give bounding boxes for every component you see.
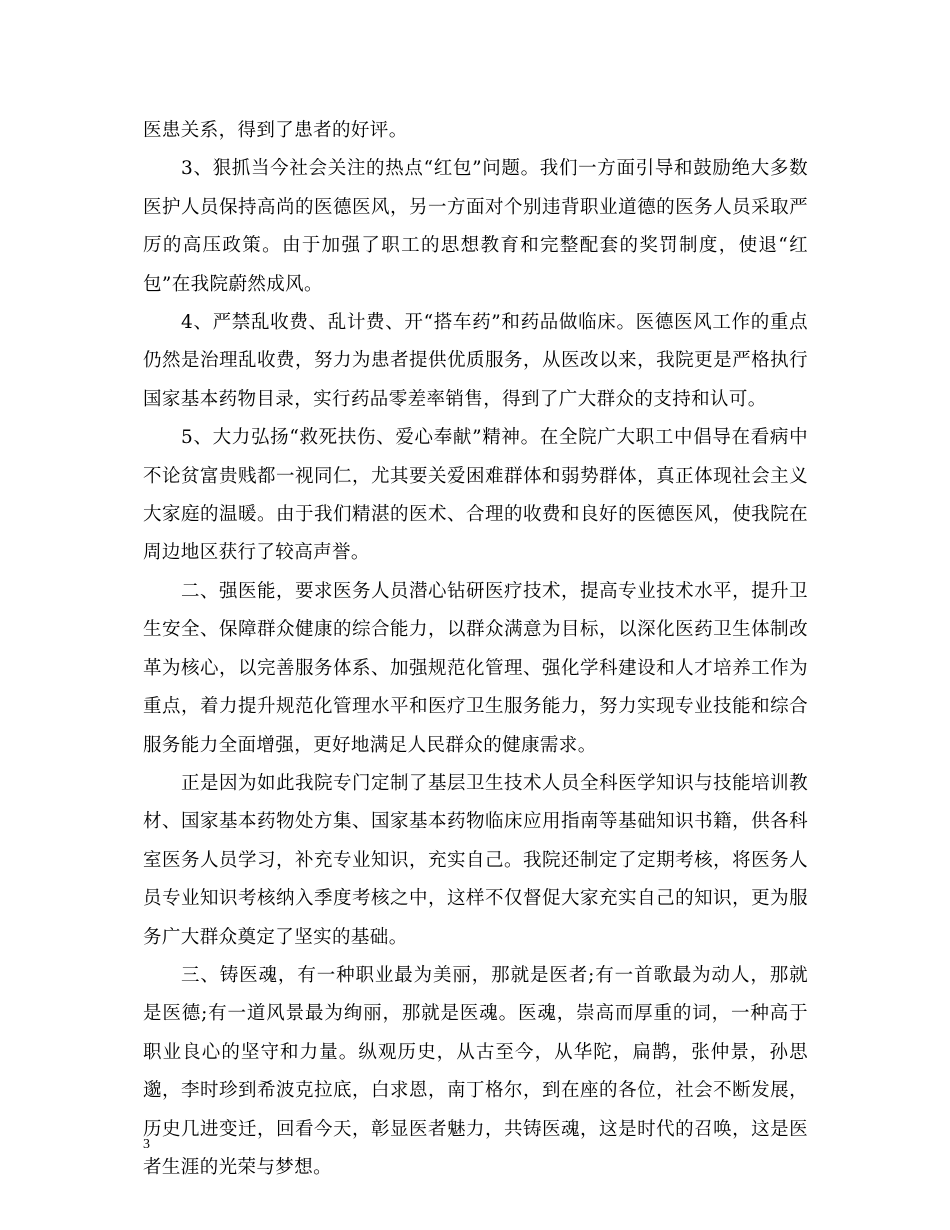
page-number: 3 [143,1137,150,1152]
paragraph-red-envelope: 3、狠抓当今社会关注的热点“红包”问题。我们一方面引导和鼓励绝大多数医护人员保持高尚的医德医风，另一方面对个别违背职业道德的医务人员采取严厉的高压政策。由于加强了职工的思想教育和完整配套的奖罚制度，使退“红包”在我院蔚然成风。 [143,158,808,295]
paragraph-medical-soul: 三、铸医魂，有一种职业最为美丽，那就是医者;有一首歌最为动人，那就是医德;有一道风景最为绚丽，那就是医魂。医魂，崇高而厚重的词，一种高于职业良心的坚守和力量。纵观历史，从古至今，从华陀，扁鹊，张仲景，孙思邈，李时珍到希波克拉底，白求恩，南丁格尔，到在座的各位，社会不断发展，历史几进变迁，回看今天，彰显医者魅力，共铸医魂，这是时代的召唤，这是医者生涯的光荣与梦想。 [143,964,808,1178]
paragraph-training: 正是因为如此我院专门定制了基层卫生技术人员全科医学知识与技能培训教材、国家基本药物处方集、国家基本药物临床应用指南等基础知识书籍，供各科室医务人员学习，补充专业知识，充实自己。我院还制定了定期考核，将医务人员专业知识考核纳入季度考核之中，这样不仅督促大家充实自己的知识，更为服务广大群众奠定了坚实的基础。 [143,772,808,948]
paragraph-medical-skill: 二、强医能，要求医务人员潜心钻研医疗技术，提高专业技术水平，提升卫生安全、保障群众健康的综合能力，以群众满意为目标，以深化医药卫生体制改革为核心，以完善服务体系、加强规范化管理、强化学科建设和人才培养工作为重点，着力提升规范化管理水平和医疗卫生服务能力，努力实现专业技能和综合服务能力全面增强，更好地满足人民群众的健康需求。 [143,580,808,756]
paragraph-spirit: 5、大力弘扬“救死扶伤、爱心奉献”精神。在全院广大职工中倡导在看病中不论贫富贵贱都一视同仁，尤其要关爱困难群体和弱势群体，真正体现社会主义大家庭的温暖。由于我们精湛的医术、合理的收费和良好的医德医风，使我院在周边地区获行了较高声誉。 [143,427,808,564]
paragraph-continuation: 医患关系，得到了患者的好评。 [143,120,408,141]
body-text [143,112,808,1187]
paragraph-fees: 4、严禁乱收费、乱计费、开“搭车药”和药品做临床。医德医风工作的重点仍然是治理乱收费，努力为患者提供优质服务，从医改以来，我院更是严格执行国家基本药物目录，实行药品零差率销售，得到了广大群众的支持和认可。 [143,312,808,410]
